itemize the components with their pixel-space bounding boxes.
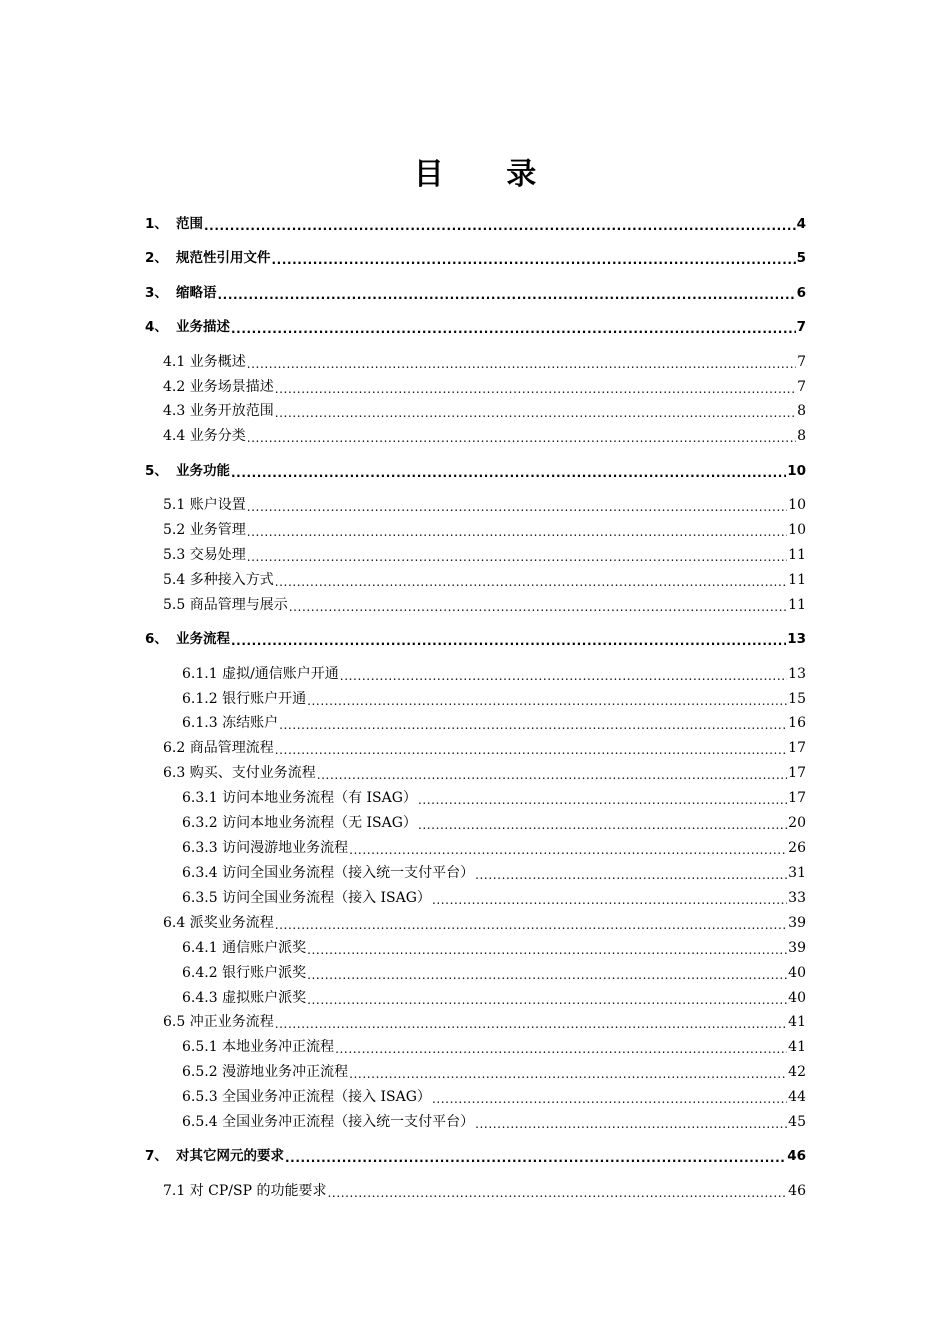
- toc-entry-title: 6.3 购买、支付业务流程: [163, 765, 316, 781]
- toc-leader-dots: [335, 1038, 787, 1056]
- toc-entry-page-number: 41: [788, 1039, 806, 1055]
- toc-entry[interactable]: [163, 398, 806, 420]
- toc-entry-page-number: 17: [788, 740, 806, 756]
- toc-entry[interactable]: [163, 349, 806, 371]
- toc-entry-page-number: 26: [788, 840, 806, 856]
- toc-entry-title: 6.3.1 访问本地业务流程（有 ISAG）: [182, 790, 417, 806]
- toc-entry-page-number: 45: [788, 1114, 806, 1130]
- toc-entry[interactable]: [163, 1009, 806, 1031]
- toc-entry-title: 4.2 业务场景描述: [163, 379, 274, 395]
- toc-entry-page-number: 10: [788, 522, 806, 538]
- toc-leader-dots: [275, 571, 787, 589]
- toc-entry[interactable]: [145, 211, 806, 233]
- toc-entry[interactable]: [145, 280, 806, 302]
- toc-entry-page-number: 5: [796, 250, 806, 266]
- toc-leader-dots: [279, 714, 787, 732]
- toc-entry-number: 3、: [145, 285, 168, 301]
- toc-leader-dots: [272, 249, 796, 267]
- toc-leader-dots: [218, 284, 796, 302]
- toc-entry[interactable]: [163, 374, 806, 396]
- toc-leader-dots: [275, 914, 787, 932]
- toc-entry[interactable]: [182, 710, 806, 732]
- toc-entry-page-number: 42: [788, 1064, 806, 1080]
- toc-entry-title: 5.4 多种接入方式: [163, 572, 274, 588]
- toc-entry-title: 范围: [176, 216, 203, 232]
- toc-leader-dots: [275, 739, 787, 757]
- toc-entry-title: 6.3.4 访问全国业务流程（接入统一支付平台）: [182, 865, 475, 881]
- toc-entry-page-number: 33: [788, 890, 806, 906]
- toc-entry-title: 6.5.1 本地业务冲正流程: [182, 1039, 335, 1055]
- toc-entry-page-number: 13: [787, 631, 806, 647]
- toc-entry-title: 6.3.3 访问漫游地业务流程: [182, 840, 349, 856]
- toc-entry[interactable]: [163, 735, 806, 757]
- toc-leader-dots: [275, 378, 796, 396]
- toc-entry-title: 6.1.3 冻结账户: [182, 715, 279, 731]
- toc-entry-title: 6.1.1 虚拟/通信账户开通: [182, 666, 339, 682]
- toc-entry[interactable]: [145, 245, 806, 267]
- toc-entry-title: 6.4.1 通信账户派奖: [182, 940, 307, 956]
- toc-leader-dots: [418, 789, 787, 807]
- toc-entry[interactable]: [163, 492, 806, 514]
- toc-entry-page-number: 11: [788, 572, 806, 588]
- toc-leader-dots: [307, 989, 787, 1007]
- toc-entry-title: 6.5.2 漫游地业务冲正流程: [182, 1064, 349, 1080]
- toc-leader-dots: [289, 596, 787, 614]
- toc-entry-title: 缩略语: [176, 285, 217, 301]
- toc-entry-page-number: 17: [788, 765, 806, 781]
- toc-entry[interactable]: [182, 860, 806, 882]
- toc-leader-dots: [247, 427, 796, 445]
- toc-entry-page-number: 10: [787, 463, 806, 479]
- toc-entry[interactable]: [163, 592, 806, 614]
- toc-entry-title: 6.4.2 银行账户派奖: [182, 965, 307, 981]
- toc-entry-page-number: 7: [797, 379, 806, 395]
- toc-entry-page-number: 46: [787, 1148, 806, 1164]
- toc-entry-title: 业务描述: [176, 319, 230, 335]
- toc-entry[interactable]: [163, 910, 806, 932]
- toc-leader-dots: [475, 864, 787, 882]
- toc-entry-page-number: 40: [788, 965, 806, 981]
- toc-entry-page-number: 20: [788, 815, 806, 831]
- toc-leader-dots: [275, 1013, 787, 1031]
- toc-entry[interactable]: [163, 423, 806, 445]
- toc-entry-page-number: 39: [788, 915, 806, 931]
- toc-leader-dots: [285, 1147, 786, 1165]
- toc-leader-dots: [317, 764, 787, 782]
- toc-entry-number: 1、: [145, 216, 168, 232]
- toc-leader-dots: [231, 462, 786, 480]
- toc-leader-dots: [247, 521, 787, 539]
- toc-entry[interactable]: [145, 314, 806, 336]
- toc-entry[interactable]: [163, 517, 806, 539]
- toc-entry-title: 6.3.2 访问本地业务流程（无 ISAG）: [182, 815, 417, 831]
- toc-entry[interactable]: [182, 661, 806, 683]
- toc-leader-dots: [475, 1113, 787, 1131]
- toc-leader-dots: [432, 889, 787, 907]
- toc-entry-page-number: 40: [788, 990, 806, 1006]
- toc-entry[interactable]: [182, 1059, 806, 1081]
- toc-leader-dots: [432, 1088, 787, 1106]
- toc-entry-title: 6.5.4 全国业务冲正流程（接入统一支付平台）: [182, 1114, 475, 1130]
- toc-entry[interactable]: [163, 542, 806, 564]
- toc-leader-dots: [307, 690, 787, 708]
- toc-entry-title: 4.3 业务开放范围: [163, 403, 274, 419]
- toc-entry-title: 5.2 业务管理: [163, 522, 246, 538]
- toc-entry[interactable]: [182, 885, 806, 907]
- toc-entry[interactable]: [182, 1034, 806, 1056]
- toc-entry-title: 5.1 账户设置: [163, 497, 246, 513]
- toc-entry-page-number: 7: [797, 354, 806, 370]
- toc-entry-page-number: 44: [788, 1089, 806, 1105]
- toc-entry-title: 6.5.3 全国业务冲正流程（接入 ISAG）: [182, 1089, 431, 1105]
- toc-leader-dots: [231, 318, 796, 336]
- toc-entry-title: 业务功能: [176, 463, 230, 479]
- toc-entry-title: 规范性引用文件: [176, 250, 271, 266]
- toc-entry[interactable]: [182, 810, 806, 832]
- toc-leader-dots: [247, 496, 787, 514]
- toc-entry-title: 5.3 交易处理: [163, 547, 246, 563]
- toc-title: 目 录: [413, 157, 563, 192]
- toc-entry[interactable]: [145, 458, 806, 480]
- toc-entry[interactable]: [182, 1109, 806, 1131]
- toc-leader-dots: [349, 1063, 787, 1081]
- toc-entry[interactable]: [182, 1084, 806, 1106]
- toc-entry-page-number: 4: [796, 216, 806, 232]
- toc-entry-page-number: 10: [788, 497, 806, 513]
- toc-entry-page-number: 6: [796, 285, 806, 301]
- toc-entry-title: 6.2 商品管理流程: [163, 740, 274, 756]
- toc-entry-page-number: 15: [788, 691, 806, 707]
- toc-entry-title: 5.5 商品管理与展示: [163, 597, 288, 613]
- toc-entry-page-number: 31: [788, 865, 806, 881]
- toc-entry-page-number: 11: [788, 597, 806, 613]
- toc-entry-page-number: 8: [797, 403, 806, 419]
- toc-entry-number: 2、: [145, 250, 168, 266]
- toc-entry-title: 4.4 业务分类: [163, 428, 246, 444]
- toc-entry-title: 6.4 派奖业务流程: [163, 915, 274, 931]
- toc-entry-page-number: 46: [788, 1183, 806, 1199]
- toc-entry-title: 6.5 冲正业务流程: [163, 1014, 274, 1030]
- toc-entry-number: 5、: [145, 463, 168, 479]
- toc-entry-page-number: 17: [788, 790, 806, 806]
- toc-entry[interactable]: [145, 1143, 806, 1165]
- toc-entry-title: 6.3.5 访问全国业务流程（接入 ISAG）: [182, 890, 431, 906]
- toc-leader-dots: [247, 546, 787, 564]
- toc-entry-number: 7、: [145, 1148, 168, 1164]
- toc-entry[interactable]: [182, 686, 806, 708]
- toc-entry-title: 6.4.3 虚拟账户派奖: [182, 990, 307, 1006]
- toc-leader-dots: [349, 839, 787, 857]
- toc-entry-page-number: 13: [788, 666, 806, 682]
- toc-entry[interactable]: [145, 626, 806, 648]
- toc-leader-dots: [307, 939, 787, 957]
- toc-entry-page-number: 16: [788, 715, 806, 731]
- toc-entry[interactable]: [182, 935, 806, 957]
- toc-entry-page-number: 11: [788, 547, 806, 563]
- toc-leader-dots: [247, 353, 796, 371]
- toc-entry-title: 业务流程: [176, 631, 230, 647]
- toc-entry-title: 对其它网元的要求: [176, 1148, 284, 1164]
- toc-entry[interactable]: [163, 567, 806, 589]
- toc-entry-number: 4、: [145, 319, 168, 335]
- toc-entry-number: 6、: [145, 631, 168, 647]
- toc-entry[interactable]: [182, 835, 806, 857]
- toc-leader-dots: [231, 630, 786, 648]
- toc-leader-dots: [418, 814, 787, 832]
- toc-entry[interactable]: [182, 985, 806, 1007]
- toc-entry[interactable]: [163, 760, 806, 782]
- toc-entry-title: 4.1 业务概述: [163, 354, 246, 370]
- toc-leader-dots: [307, 964, 787, 982]
- toc-leader-dots: [275, 402, 796, 420]
- toc-entry-page-number: 8: [797, 428, 806, 444]
- toc-entry-page-number: 41: [788, 1014, 806, 1030]
- toc-entry-page-number: 7: [796, 319, 806, 335]
- toc-leader-dots: [204, 215, 796, 233]
- toc-leader-dots: [327, 1182, 787, 1200]
- toc-entry[interactable]: [182, 785, 806, 807]
- toc-entry[interactable]: [163, 1178, 806, 1200]
- toc-entry-page-number: 39: [788, 940, 806, 956]
- toc-leader-dots: [340, 665, 787, 683]
- toc-entry[interactable]: [182, 960, 806, 982]
- toc-entry-title: 7.1 对 CP/SP 的功能要求: [163, 1183, 327, 1199]
- toc-entry-title: 6.1.2 银行账户开通: [182, 691, 307, 707]
